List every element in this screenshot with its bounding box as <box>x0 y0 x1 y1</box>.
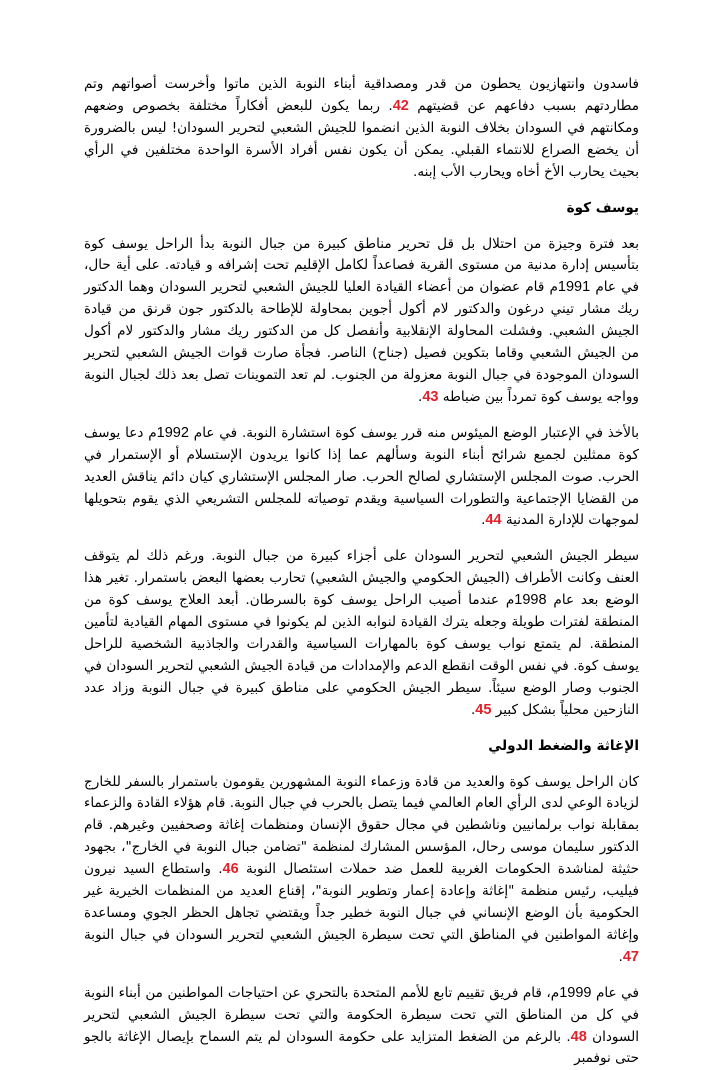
paragraph-text: سيطر الجيش الشعبي لتحرير السودان على أجزاء كبيرة من جبال النوبة. ورغم ذلك لم يتوقف العنف وكانت الأطراف (الجيش الحكومي والجيش الشعبي) تحارب بعضها البعض باستمرار. تغير هذا الوضع بعد عام <box>84 548 639 609</box>
paragraph-intro <box>84 74 639 184</box>
paragraph-text: م قام عضوان من أعضاء القيادة العليا للجيش الشعبي لتحرير السودان وهما الدكتور ريك مشار تيني درغون والدكتور لام أكول أجوين بمحاولة للإطاحة بالدكتور جون قرنق من قيادة الجيش الشعبي. وفشلت المحاولة الإنقلابية وأنفصل كل من الدكتور ريك مشار والدكتور لام أكول من الجيش الشعبي وقاما بتكوين فصيل (جناح) الناصر. فجأة صارت قوات الجيش الشعبي لتحرير السودان الموجودة في جبال النوبة معزولة من الجنوب. لم تعد التموينات تصل بعد ذلك لجبال النوبة وواجه يوسف كوة تمرداً بين ضباطه <box>84 279 639 405</box>
paragraph-text: . <box>470 701 476 718</box>
paragraph-control-and-illness <box>84 546 639 721</box>
paragraph-text: بعد فترة وجيزة من احتلال بل قل تحرير مناطق كبيرة من جبال النوبة بدأ الراحل يوسف كوة بتأسيس إدارة مدنية من مستوى القرية فصاعداً لكامل الإقليم تحت إشرافه و قيادته. على أية حال، في عام <box>84 235 639 296</box>
footnote-ref: 47 <box>622 948 639 965</box>
footnote-ref: 42 <box>392 97 409 114</box>
year-number: 1998 <box>514 592 547 609</box>
paragraph-text: . واستطاع السيد نيرون فيليب، رئيس منظمة "إغاثة وإعادة إعمار وتطوير النوبة"، إقناع العديد من المنظمات الخيرية غير الحكومية بأن الوضع الإنساني في جبال النوبة خطير جداً ويقتضي تجاهل الحظر الجوي ومساعدة وإغاثة المواطنين في المناطق التي تحت سيطرة الجيش الشعبي لتحرير السودان في جبال النوبة <box>84 861 639 943</box>
paragraph-un-assessment <box>84 983 639 1070</box>
footnote-ref: 45 <box>475 701 492 718</box>
paragraph-text: م، قام فريق تقييم تابع للأمم المتحدة بالتحري عن احتياجات المواطنين من أبناء النوبة في كل من المناطق التي تحت سيطرة الحكومة والتي تحت سيطرة الجيش الشعبي لتحرير السودان <box>84 984 640 1045</box>
section-heading-yousif-kuwa: يوسف كوة <box>566 199 639 216</box>
paragraph-text: كان الراحل يوسف كوة والعديد من قادة وزعماء النوبة المشهورين يقومون باستمرار بالسفر للخارج لزيادة الوعي لدى الرأي العام العالمي فيما يتصل بالحرب في جبال النوبة. قام هؤلاء القادة والزعماء بمقابلة نواب برلمانيين وناشطين في مجال حقوق الإنسان ومنظمات إغاثة وصحفيين وغيرهم. قام الدكتور سليمان موسى رحال، المؤسس المشارك لمنظمة "تضامن جبال النوبة في الخارج"، بجهود حثيثة لمناشدة الحكومات الغربية للعمل ضد حملات استئصال النوبة <box>84 773 639 878</box>
paragraph-text: . <box>481 512 486 529</box>
paragraph-text: فاسدون وانتهازيون يحطون من قدر ومصداقية أبناء النوبة الذين ماتوا وأخرست أصواتهم وتم مطاردتهم بسبب دفاعهم عن قضيتهم <box>84 76 639 114</box>
footnote-ref: 43 <box>422 388 439 405</box>
year-number: 1991 <box>557 279 591 296</box>
paragraph-text: . بالرغم من الضغط المتزايد على حكومة السودان لم يتم السماح بإيصال الإغاثة بالجو حتى نوفمبر <box>84 1028 639 1067</box>
section-heading-relief-pressure: الإغاثة والضغط الدولي <box>488 737 639 754</box>
paragraph-international-awareness <box>84 772 639 969</box>
paragraph-text: بالأخذ في الإعتبار الوضع الميئوس منه قرر يوسف كوة استشارة النوبة. في عام <box>188 424 639 441</box>
year-number: 1999 <box>559 984 592 1001</box>
footnote-ref: 48 <box>570 1028 587 1045</box>
paragraph-text: . <box>618 948 623 965</box>
paragraph-civil-administration <box>84 234 639 409</box>
footnote-ref: 44 <box>485 512 502 529</box>
year-number: 1992 <box>156 424 189 441</box>
paragraph-text: م دعا يوسف كوة ممثلين لجميع شرائح أبناء النوبة وسألهم عما إذا كانوا يريدون الإستسلام أو الإستمرار في الحرب. صوت المجلس الإستشاري لصالح الحرب. صار المجلس الإستشاري كيان دائم يناقش العديد من القضايا الإجتماعية والتطورات السياسية ويقدم توصياته للمجلس التشريعي الذي يقوم بتحويلها لموجهات للإدارة المدنية <box>84 424 639 529</box>
paragraph-text: . ربما يكون للبعض أفكاراً مختلفة بخصوص وضعهم ومكانتهم في السودان بخلاف النوبة الذين انضموا للجيش الشعبي لتحرير السودان! ليس بالضرورة أن يخضع الصراع للانتماء القبلي. يمكن أن يكون نفس أفراد الأسرة الواحدة مختلفين في الرأي بحيث يحارب الأخ أخاه ويحارب الأب إبنه. <box>84 97 639 180</box>
paragraph-text: . <box>418 388 423 405</box>
footnote-ref: 46 <box>222 861 239 878</box>
paragraph-advisory-council <box>84 423 639 533</box>
paragraph-text: في عام <box>591 984 639 1001</box>
paragraph-text: م عندما أصيب الراحل يوسف كوة بالسرطان. أبعد العلاج يوسف كوة من المنطقة لفترات طويلة وجعله يترك القيادة لنوابه الذين لم يكونوا في مستوى المهام القيادية لتأمين المنطقة. لم يتمتع نواب يوسف كوة بالمهارات السياسية والقدرات والجاذبية الشخصية للراحل يوسف كوة. في نفس الوقت انقطع الدعم والإمدادات من قيادة الجيش الشعبي لتحرير السودان في الجنوب وصار الوضع سيئاً. سيطر الجيش الحكومي على مناطق كبيرة في جبال النوبة وزاد عدد النازحين محلياً بشكل كبير <box>84 592 639 718</box>
